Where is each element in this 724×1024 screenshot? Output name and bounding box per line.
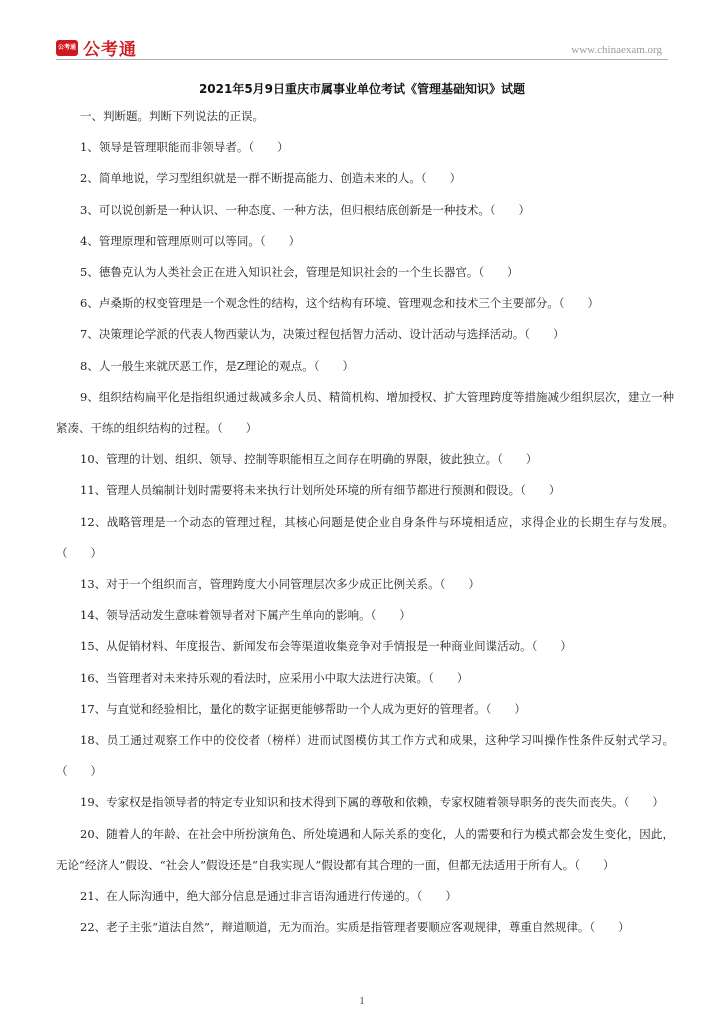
question-item: 1、领导是管理职能而非领导者。（ ） <box>80 140 289 155</box>
question-item: 3、可以说创新是一种认识、一种态度、一种方法，但归根结底创新是一种技术。（ ） <box>80 202 531 217</box>
logo-text: 公考通 <box>83 40 137 60</box>
question-item: 10、管理的计划、组织、领导、控制等职能相互之间存在明确的界限，彼此独立。（ ） <box>80 452 538 467</box>
question-item: 19、专家权是指领导者的特定专业知识和技术得到下属的尊敬和依赖，专家权随着领导职务的丧失而丧失。（ ） <box>80 795 664 810</box>
question-item: 2、简单地说，学习型组织就是一群不断提高能力、创造未来的人。（ ） <box>80 171 462 186</box>
question-item: 9、组织结构扁平化是指组织通过裁减多余人员、精简机构、增加授权、扩大管理跨度等措施减少组织层次，建立一种紧凑、干练的组织结构的过程。（ ） <box>56 389 674 436</box>
question-item: 16、当管理者对未来持乐观的看法时，应采用小中取大法进行决策。（ ） <box>80 670 469 685</box>
question-item: 22、老子主张“道法自然”，辩道顺道，无为而治。实质是指管理者要顺应客观规律，尊重自然规律。（ ） <box>80 920 630 935</box>
question-item: 6、卢桑斯的权变管理是一个观念性的结构，这个结构有环境、管理观念和技术三个主要部分。（ ） <box>80 296 600 311</box>
question-item: 15、从促销材料、年度报告、新闻发布会等渠道收集竞争对手情报是一种商业间谍活动。（ ） <box>80 639 572 654</box>
question-item: 20、随着人的年龄、在社会中所扮演角色、所处境遇和人际关系的变化，人的需要和行为模式都会发生变化，因此，无论“经济人”假设、“社会人”假设还是“自我实现人”假设都有其合理的一面，但都无法适用于所有人。（ ） <box>56 826 674 872</box>
question-item: 21、在人际沟通中，绝大部分信息是通过非言语沟通进行传递的。（ ） <box>80 889 457 904</box>
question-item: 17、与直觉和经验相比，量化的数字证据更能够帮助一个人成为更好的管理者。（ ） <box>80 701 526 716</box>
question-item: 5、德鲁克认为人类社会正在进入知识社会，管理是知识社会的一个生长器官。（ ） <box>80 265 519 280</box>
question-item: 4、管理原理和管理原则可以等同。（ ） <box>80 233 301 248</box>
header-divider <box>56 59 668 60</box>
question-list <box>56 101 674 943</box>
document-title: 2021年5月9日重庆市属事业单位考试《管理基础知识》试题 <box>198 82 526 96</box>
page-header <box>0 0 724 62</box>
question-item: 8、人一般生来就厌恶工作，是Z理论的观点。（ ） <box>80 358 355 373</box>
site-url[interactable]: www.chinaexam.org <box>571 44 662 56</box>
question-item: 7、决策理论学派的代表人物西蒙认为，决策过程包括智力活动、设计活动与选择活动。（ ） <box>80 327 565 342</box>
question-item: 13、对于一个组织而言，管理跨度大小同管理层次多少成正比例关系。（ ） <box>80 577 480 592</box>
logo[interactable] <box>56 35 137 60</box>
logo-badge-icon: 公考通 <box>56 40 78 56</box>
question-item: 14、领导活动发生意味着领导者对下属产生单向的影响。（ ） <box>80 608 411 623</box>
question-item: 11、管理人员编制计划时需要将未来执行计划所处环境的所有细节都进行预测和假设。（ ） <box>80 483 561 498</box>
question-item: 18、员工通过观察工作中的佼佼者（榜样）进而试图模仿其工作方式和成果，这种学习叫操作性条件反射式学习。（ ） <box>56 733 674 779</box>
section-heading: 一、判断题。判断下列说法的正误。 <box>80 109 264 123</box>
page-number: 1 <box>359 996 365 1007</box>
question-item: 12、战略管理是一个动态的管理过程，其核心问题是使企业自身条件与环境相适应，求得企业的长期生存与发展。（ ） <box>56 514 674 560</box>
